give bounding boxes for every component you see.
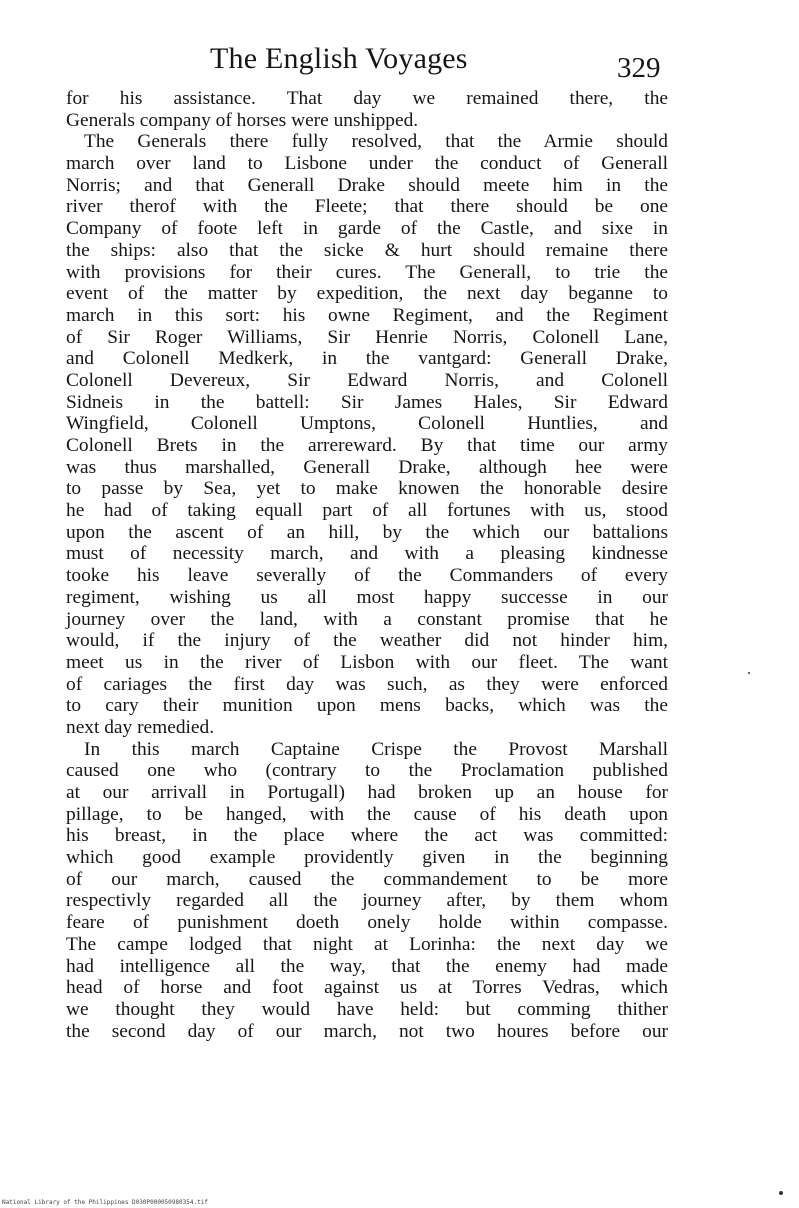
text-line: of our march, caused the commandement to be more	[66, 868, 668, 890]
running-title: The English Voyages	[210, 42, 468, 75]
paragraph-first-line: The Generals there fully resolved, that the Armie should	[84, 131, 668, 153]
text-line: pillage, to be hanged, with the cause of his death upon	[66, 803, 668, 825]
text-line: for his assistance. That day we remained there, the	[66, 88, 668, 109]
text-line: head of horse and foot against us at Torres Vedras, which	[66, 977, 668, 999]
text-line: the second day of our march, not two houres before our	[66, 1020, 668, 1042]
text-line: with provisions for their cures. The Generall, to trie the	[66, 261, 668, 283]
text-line: Company of foote left in garde of the Castle, and sixe in	[66, 218, 668, 240]
text-line: Generals company of horses were unshipped.	[66, 109, 419, 131]
scan-credit: National Library of the Philippines D030P000050980354.tif	[2, 1199, 208, 1206]
text-line: at our arrivall in Portugall) had broken up an house for	[66, 782, 668, 803]
scan-speck	[748, 672, 750, 674]
text-line: feare of punishment doeth onely holde within compasse.	[66, 912, 668, 934]
text-line: to passe by Sea, yet to make knowen the honorable desire	[66, 478, 668, 500]
body-text	[66, 88, 668, 1042]
text-line: The campe lodged that night at Lorinha: the next day we	[66, 933, 668, 955]
text-line: of cariages the first day was such, as they were enforced	[66, 673, 668, 695]
text-line: to cary their munition upon mens backs, which was the	[66, 695, 668, 717]
text-line: would, if the injury of the weather did not hinder him,	[66, 630, 668, 652]
text-line: Colonell Devereux, Sir Edward Norris, and Colonell	[66, 369, 668, 391]
text-line: he had of taking equall part of all fortunes with us, stood	[66, 500, 668, 522]
text-line: must of necessity march, and with a pleasing kindnesse	[66, 543, 668, 565]
text-line: was thus marshalled, Generall Drake, although hee were	[66, 456, 668, 478]
text-line: Colonell Brets in the arrereward. By that time our army	[66, 435, 668, 456]
text-line: upon the ascent of an hill, by the which our battalions	[66, 521, 668, 543]
text-line: the ships: also that the sicke & hurt should remaine there	[66, 239, 668, 261]
text-line: Sidneis in the battell: Sir James Hales, Sir Edward	[66, 391, 668, 413]
text-line: we thought they would have held: but comming thither	[66, 998, 668, 1020]
text-line: caused one who (contrary to the Proclamation published	[66, 760, 668, 782]
text-line: and Colonell Medkerk, in the vantgard: Generall Drake,	[66, 348, 668, 370]
text-line: Wingfield, Colonell Umptons, Colonell Huntlies, and	[66, 413, 668, 435]
text-line: river therof with the Fleete; that there should be one	[66, 196, 668, 218]
text-line: next day remedied.	[66, 716, 215, 738]
paragraph-first-line: In this march Captaine Crispe the Provost Marshall	[84, 738, 668, 760]
text-line: regiment, wishing us all most happy successe in our	[66, 586, 668, 608]
text-line: march in this sort: his owne Regiment, and the Regiment	[66, 304, 668, 326]
running-head	[60, 42, 680, 82]
text-line: of Sir Roger Williams, Sir Henrie Norris, Colonell Lane,	[66, 326, 668, 348]
text-line: meet us in the river of Lisbon with our fleet. The want	[66, 651, 668, 673]
text-line: his breast, in the place where the act was committed:	[66, 825, 668, 847]
page-number: 329	[617, 52, 661, 84]
text-line: had intelligence all the way, that the enemy had made	[66, 955, 668, 977]
text-line: which good example providently given in the beginning	[66, 847, 668, 869]
scan-speck	[779, 1191, 783, 1195]
text-line: event of the matter by expedition, the next day beganne to	[66, 283, 668, 305]
text-line: Norris; and that Generall Drake should meete him in the	[66, 174, 668, 196]
text-line: tooke his leave severally of the Commanders of every	[66, 565, 668, 587]
text-line: respectivly regarded all the journey after, by them whom	[66, 890, 668, 912]
text-line: journey over the land, with a constant promise that he	[66, 608, 668, 630]
text-line: march over land to Lisbone under the conduct of Generall	[66, 153, 668, 175]
